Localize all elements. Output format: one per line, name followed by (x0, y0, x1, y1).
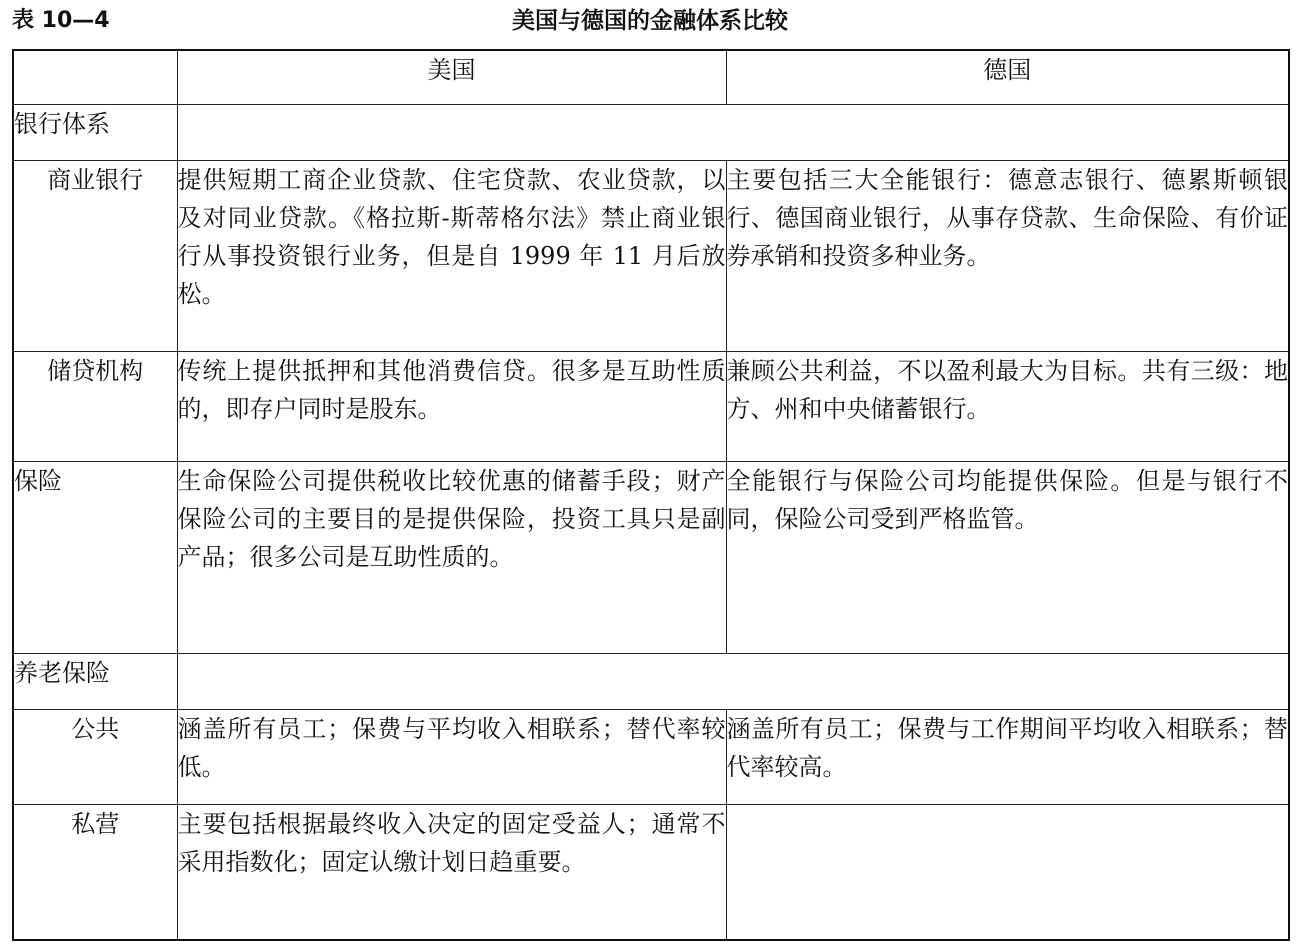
cell-de-savings-loans: 兼顾公共利益，不以盈利最大为目标。共有三级：地方、州和中央储蓄银行。 (726, 351, 1289, 461)
table-caption (0, 0, 1303, 44)
table-title: 美国与德国的金融体系比较 (512, 8, 788, 34)
row-label-pension: 养老保险 (13, 653, 177, 709)
table-row (13, 709, 1289, 804)
table-row (13, 653, 1289, 709)
cell-us-insurance: 生命保险公司提供税收比较优惠的储蓄手段；财产保险公司的主要目的是提供保险，投资工具只是副产品；很多公司是互助性质的。 (177, 461, 726, 653)
header-germany: 德国 (726, 50, 1289, 104)
row-label-commercial-banks: 商业银行 (13, 160, 177, 351)
header-corner (13, 50, 177, 104)
cell-us-commercial-banks: 提供短期工商企业贷款、住宅贷款、农业贷款，以及对同业贷款。《格拉斯-斯蒂格尔法》禁止商业银行从事投资银行业务，但是自 1999 年 11 月后放松。 (177, 160, 726, 351)
row-label-insurance: 保险 (13, 461, 177, 653)
header-row (13, 50, 1289, 104)
table-row (13, 160, 1289, 351)
table-number: 表 10—4 (12, 8, 110, 33)
cell-us-public: 涵盖所有员工；保费与平均收入相联系；替代率较低。 (177, 709, 726, 804)
cell-us-private: 主要包括根据最终收入决定的固定受益人；通常不采用指数化；固定认缴计划日趋重要。 (177, 804, 726, 940)
table-row (13, 351, 1289, 461)
row-label-banking-system: 银行体系 (13, 104, 177, 160)
cell-de-private (726, 804, 1289, 940)
cell-de-insurance: 全能银行与保险公司均能提供保险。但是与银行不同，保险公司受到严格监管。 (726, 461, 1289, 653)
table-row (13, 461, 1289, 653)
cell-de-public: 涵盖所有员工；保费与工作期间平均收入相联系；替代率较高。 (726, 709, 1289, 804)
row-label-savings-loans: 储贷机构 (13, 351, 177, 461)
section-spacer (177, 104, 1289, 160)
cell-us-savings-loans: 传统上提供抵押和其他消费信贷。很多是互助性质的，即存户同时是股东。 (177, 351, 726, 461)
comparison-table (12, 49, 1290, 941)
section-spacer (177, 653, 1289, 709)
table-row (13, 804, 1289, 940)
table-row (13, 104, 1289, 160)
cell-de-commercial-banks: 主要包括三大全能银行：德意志银行、德累斯顿银行、德国商业银行，从事存贷款、生命保险、有价证券承销和投资多种业务。 (726, 160, 1289, 351)
row-label-private: 私营 (13, 804, 177, 940)
row-label-public: 公共 (13, 709, 177, 804)
header-us: 美国 (177, 50, 726, 104)
